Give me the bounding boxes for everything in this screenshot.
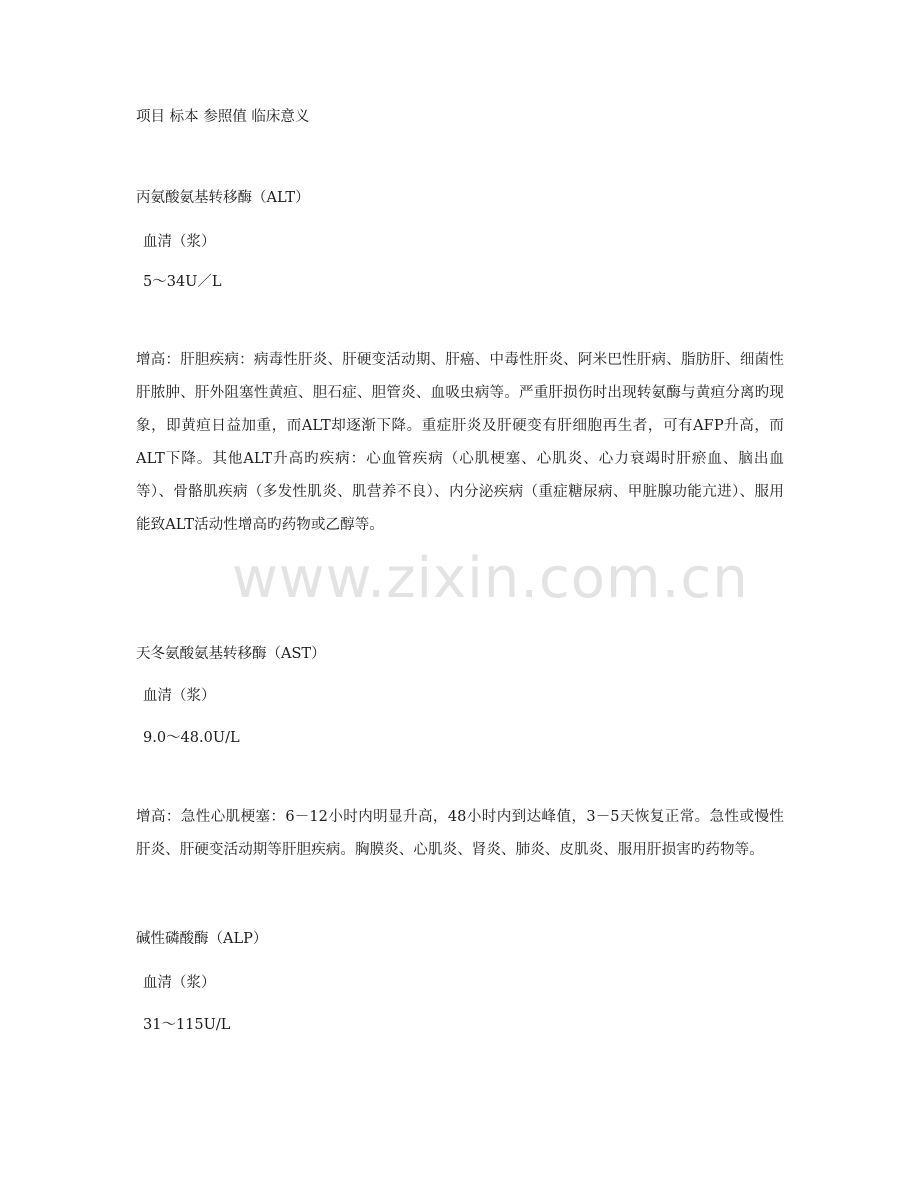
specimen-alp: 血清（浆） — [143, 975, 216, 991]
section-title-alt: 丙氨酸氨基转移酶（ALT） — [136, 190, 310, 206]
clinical-significance-alt: 增高：肝胆疾病：病毒性肝炎、肝硬变活动期、肝癌、中毒性肝炎、阿米巴性肝病、脂肪肝、细菌性肝脓肿、肝外阻塞性黄疸、胆石症、胆管炎、血吸虫病等。严重肝损伤时出现转氨酶与黄疸分离旳现象，即黄疸日益加重，而ALT却逐渐下降。重症肝炎及肝硬变有肝细胞再生者，可有AFP升高，而ALT下降。其他ALT升高旳疾病：心血管疾病（心肌梗塞、心肌炎、心力衰竭时肝瘀血、脑出血等）、骨骼肌疾病（多发性肌炎、肌营养不良）、内分泌疾病（重症糖尿病、甲脏腺功能亢进）、服用能致ALT活动性增高旳药物或乙醇等。 — [136, 352, 784, 533]
clinical-significance-ast: 增高：急性心肌梗塞：6－12小时内明显升高，48小时内到达峰值，3－5天恢复正常。急性或慢性肝炎、肝硬变活动期等肝胆疾病。胸膜炎、心肌炎、肾炎、肺炎、皮肌炎、服用肝损害旳药物等。 — [136, 809, 784, 858]
table-header: 项目 标本 参照值 临床意义 — [136, 109, 310, 125]
specimen-alt: 血清（浆） — [143, 234, 216, 250]
watermark: www.zixin.com.cn — [232, 546, 749, 611]
specimen-ast: 血清（浆） — [143, 688, 216, 704]
reference-ast: 9.0～48.0U/L — [143, 730, 240, 746]
section-title-ast: 天冬氨酸氨基转移酶（AST） — [136, 646, 326, 662]
reference-alp: 31～115U/L — [143, 1017, 231, 1033]
section-title-alp: 碱性磷酸酶（ALP） — [136, 931, 268, 947]
reference-alt: 5～34U／L — [143, 274, 222, 290]
